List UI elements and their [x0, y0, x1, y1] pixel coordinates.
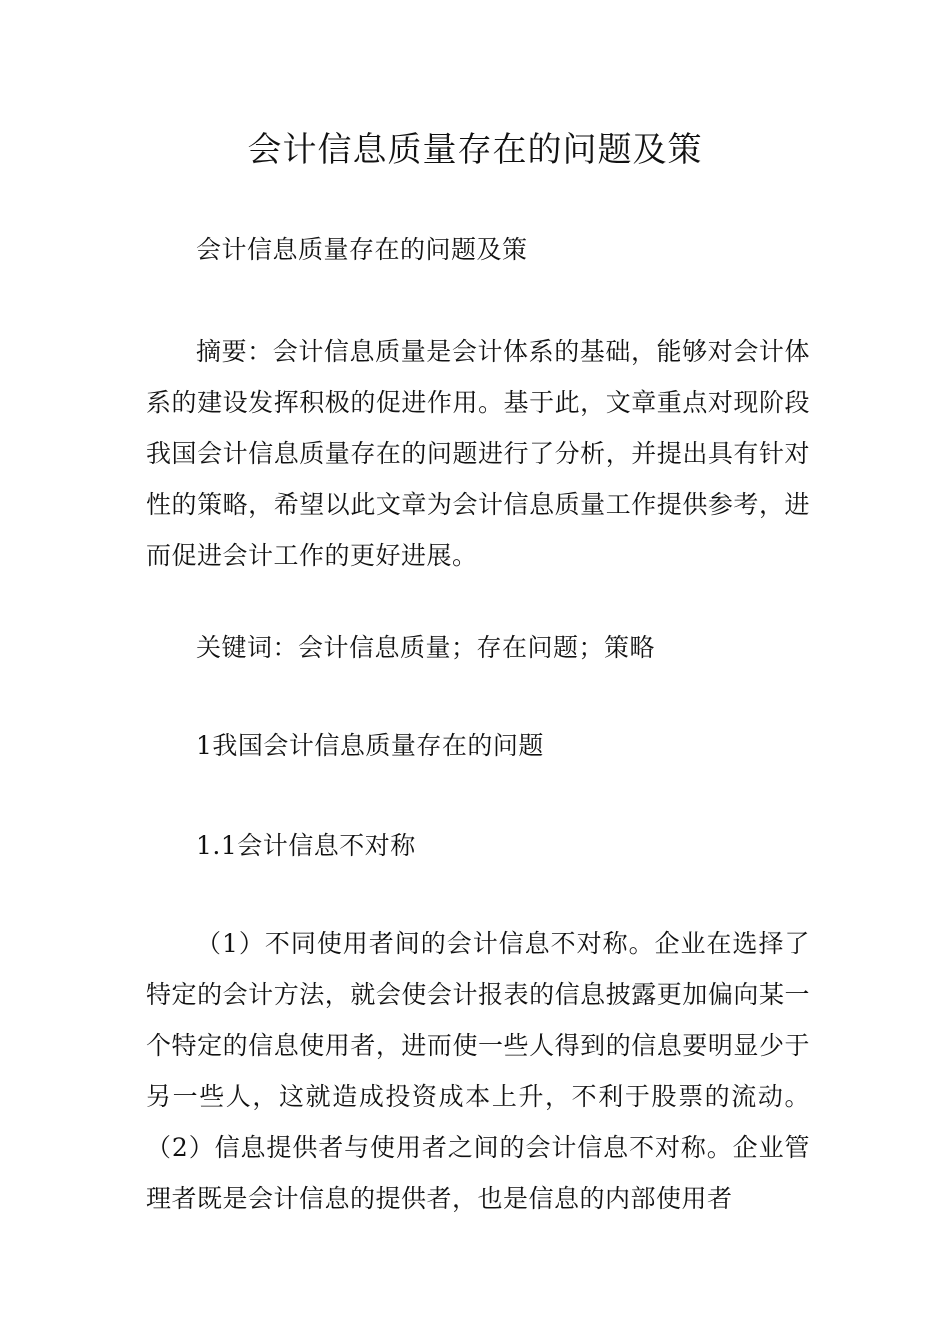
section-1-1-heading: 1.1会计信息不对称 — [196, 831, 416, 860]
keywords-paragraph: 关键词：会计信息质量；存在问题；策略 — [196, 633, 656, 662]
section-1-1-body: （1）不同使用者间的会计信息不对称。企业在选择了特定的会计方法，就会使会计报表的信息披露更加偏向某一个特定的信息使用者，进而使一些人得到的信息要明显少于另一些人，这就造成投资成本上升，不利于股票的流动。（2）信息提供者与使用者之间的会计信息不对称。企业管理者既是会计信息的提供者，也是信息的内部使用者 — [146, 929, 810, 1213]
section-1-heading: 1我国会计信息质量存在的问题 — [196, 731, 544, 760]
document-subtitle: 会计信息质量存在的问题及策 — [196, 235, 528, 264]
document-title: 会计信息质量存在的问题及策 — [247, 130, 703, 170]
abstract-paragraph: 摘要：会计信息质量是会计体系的基础，能够对会计体系的建设发挥积极的促进作用。基于此，文章重点对现阶段我国会计信息质量存在的问题进行了分析，并提出具有针对性的策略，希望以此文章为会计信息质量工作提供参考，进而促进会计工作的更好进展。 — [146, 337, 810, 570]
